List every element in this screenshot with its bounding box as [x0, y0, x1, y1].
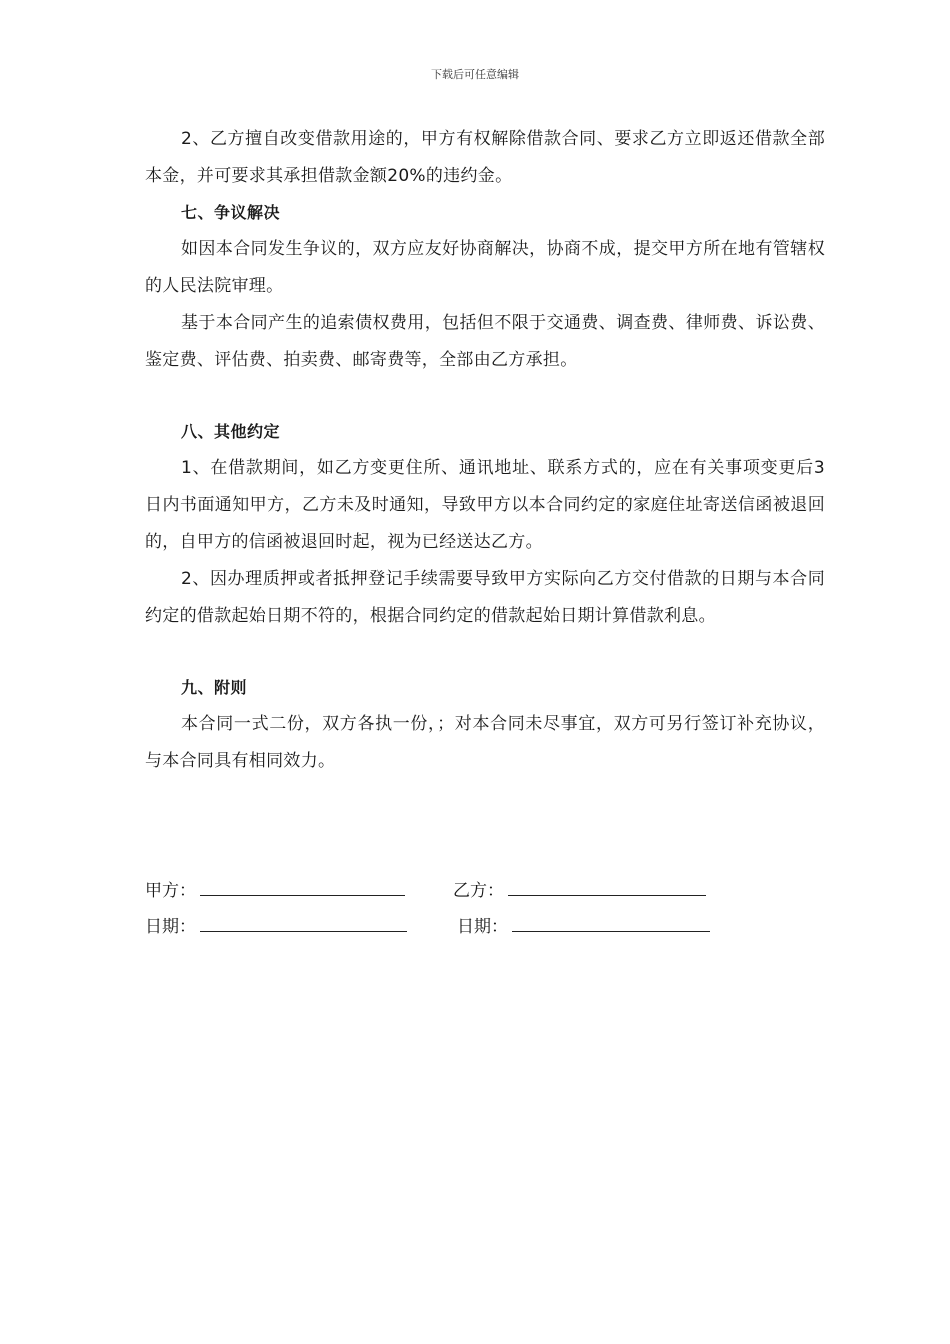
section-8-title: 八、其他约定	[181, 422, 281, 441]
section-7-paragraph-2: 基于本合同产生的追索债权费用，包括但不限于交通费、调查费、律师费、诉讼费、鉴定费、评估费、拍卖费、邮寄费等，全部由乙方承担。	[145, 313, 825, 370]
spacer	[145, 379, 825, 414]
page-header: 下载后可任意编辑	[431, 68, 519, 81]
section-7-title: 七、争议解决	[181, 203, 281, 222]
party-b-label: 乙方：	[453, 881, 504, 901]
date-a-line	[200, 913, 407, 932]
section-8-paragraph-1: 1、在借款期间，如乙方变更住所、通讯地址、联系方式的，应在有关事项变更后3日内书面通知甲方，乙方未及时通知，导致甲方以本合同约定的家庭住址寄送信函被退回的，自甲方的信函被退回时起，视为已经送达乙方。	[145, 458, 825, 552]
section-9-title: 九、附则	[181, 678, 248, 697]
party-a-label: 甲方：	[145, 881, 196, 901]
section-7-paragraph-1: 如因本合同发生争议的，双方应友好协商解决，协商不成，提交甲方所在地有管辖权的人民法院审理。	[145, 239, 825, 296]
date-b-label: 日期：	[457, 917, 508, 937]
party-a-signature-line	[200, 877, 405, 896]
party-a-date	[145, 909, 407, 945]
party-b-date	[457, 909, 710, 945]
date-a-label: 日期：	[145, 917, 196, 937]
party-b-signature	[453, 873, 706, 909]
section-9-paragraph-1: 本合同一式二份，双方各执一份，；对本合同未尽事宜，双方可另行签订补充协议，与本合同具有相同效力。	[145, 714, 825, 771]
document-body	[145, 121, 825, 780]
section-8-paragraph-2: 2、因办理质押或者抵押登记手续需要导致甲方实际向乙方交付借款的日期与本合同约定的借款起始日期不符的，根据合同约定的借款起始日期计算借款利息。	[145, 569, 825, 626]
clause-6-2: 2、乙方擅自改变借款用途的，甲方有权解除借款合同、要求乙方立即返还借款全部本金，并可要求其承担借款金额20%的违约金。	[145, 129, 825, 186]
spacer	[145, 635, 825, 670]
party-b-signature-line	[508, 877, 706, 896]
date-b-line	[512, 913, 710, 932]
party-a-signature	[145, 873, 405, 909]
